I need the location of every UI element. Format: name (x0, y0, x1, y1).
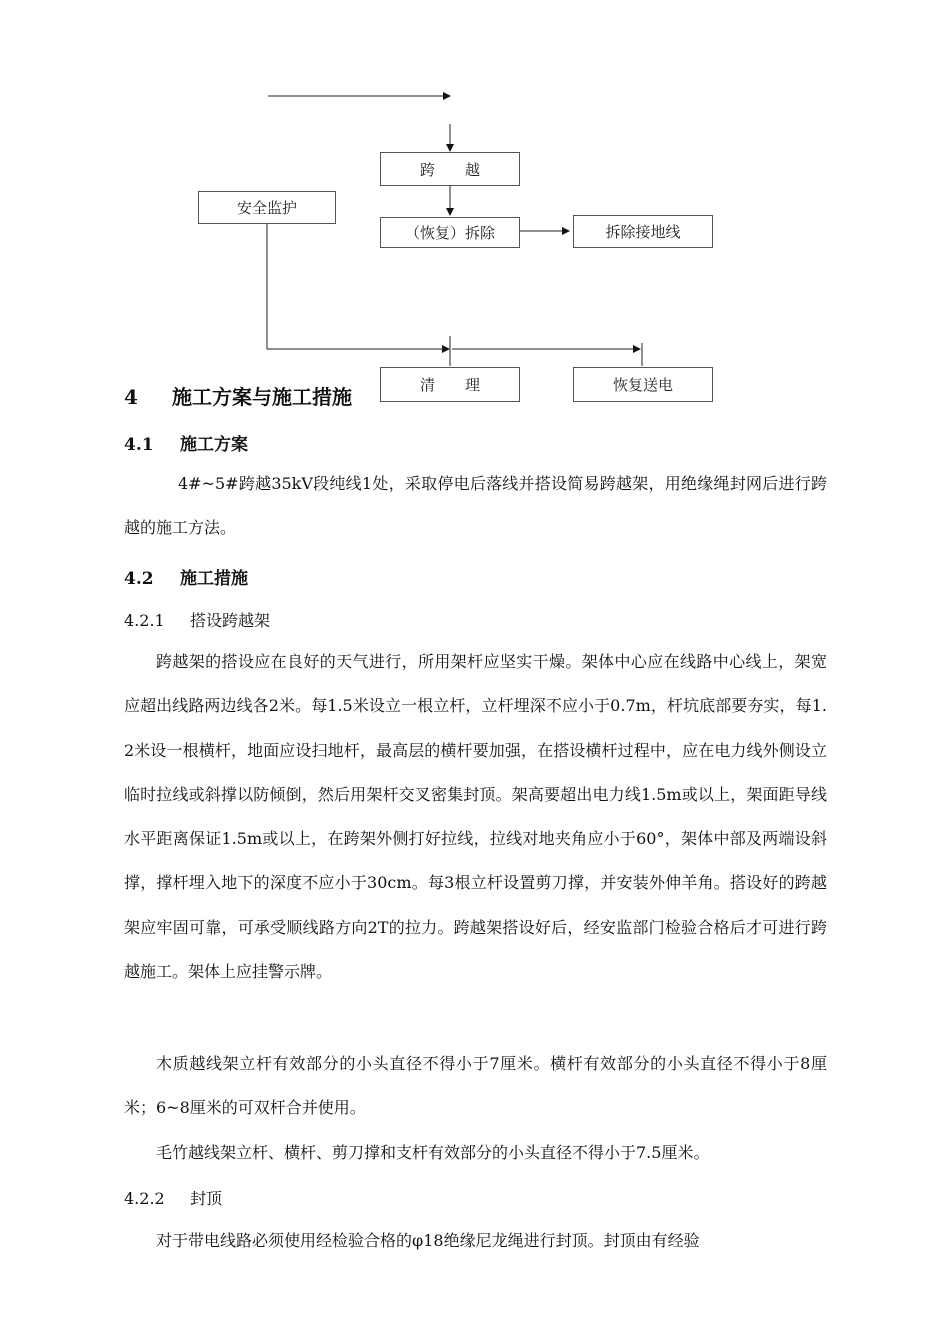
section-4-1-heading (124, 430, 248, 455)
restore-power-label: 恢复送电 (612, 376, 673, 394)
remove-ground-box (573, 215, 713, 248)
remove-ground-label: 拆除接地线 (605, 223, 681, 241)
section-4-2-number: 4.2 (124, 569, 154, 589)
flowchart (0, 0, 950, 410)
section-4-1-title: 施工方案 (180, 435, 248, 455)
restore-power-box (573, 367, 713, 402)
section-4-2-2-number: 4.2.2 (124, 1189, 165, 1208)
safety-label: 安全监护 (236, 199, 297, 217)
section-4-1-number: 4.1 (124, 435, 154, 455)
section-4-2-1-title: 搭设跨越架 (190, 611, 271, 630)
restore-remove-label: （恢复）拆除 (404, 224, 495, 242)
clean-label: 清 理 (419, 376, 480, 394)
safety-monitor-box (198, 191, 336, 224)
section-4-2-2-paragraph-1: 对于带电线路必须使用经检验合格的φ18绝缘尼龙绳进行封顶。封顶由有经验 (156, 1231, 700, 1250)
section-4-2-2-heading (124, 1186, 222, 1209)
cross-box (380, 152, 520, 186)
flowchart-connectors (0, 0, 950, 410)
section-4-2-1-paragraph-3: 毛竹越线架立杆、横杆、剪刀撑和支杆有效部分的小头直径不得小于7.5厘米。 (156, 1143, 710, 1162)
restore-remove-box (380, 217, 520, 248)
section-4-2-heading (124, 564, 248, 589)
clean-box (380, 367, 520, 402)
section-4-1-paragraph: 4#~5#跨越35kV段纯线1处，采取停电后落线并搭设简易跨越架，用绝缘绳封网后进行跨越的施工方法。 (124, 474, 827, 538)
section-4-2-1-number: 4.2.1 (124, 611, 165, 630)
section-4-heading (124, 381, 352, 410)
section-4-2-title: 施工措施 (180, 569, 248, 589)
cross-label: 跨 越 (419, 160, 480, 179)
section-4-2-1-paragraph-2: 木质越线架立杆有效部分的小头直径不得小于7厘米。横杆有效部分的小头直径不得小于8厘米；6~8厘米的可双杆合并使用。 (124, 1054, 827, 1118)
section-4-2-1-paragraph-1: 跨越架的搭设应在良好的天气进行，所用架杆应坚实干燥。架体中心应在线路中心线上，架宽应超出线路两边线各2米。每1.5米设立一根立杆，立杆埋深不应小于0.7m，杆坑底部要夯实，每1.2米设一根横杆，地面应设扫地杆，最高层的横杆要加强，在搭设横杆过程中，应在电力线外侧设立临时拉线或斜撑以防倾倒，然后用架杆交叉密集封顶。架高要超出电力线1.5m或以上，架面距导线水平距离保证1.5m或以上，在跨架外侧打好拉线，拉线对地夹角应小于60°，架体中部及两端设斜撑，撑杆埋入地下的深度不应小于30cm。每3根立杆设置剪刀撑，并安装外伸羊角。搭设好的跨越架应牢固可靠，可承受顺线路方向2T的拉力。跨越架搭设好后，经安监部门检验合格后才可进行跨越施工。架体上应挂警示牌。 (124, 652, 827, 982)
section-4-2-2-title: 封顶 (190, 1189, 223, 1208)
section-4-2-1-heading (124, 608, 270, 631)
section-4-title: 施工方案与施工措施 (172, 385, 352, 409)
section-4-number: 4 (124, 385, 138, 409)
